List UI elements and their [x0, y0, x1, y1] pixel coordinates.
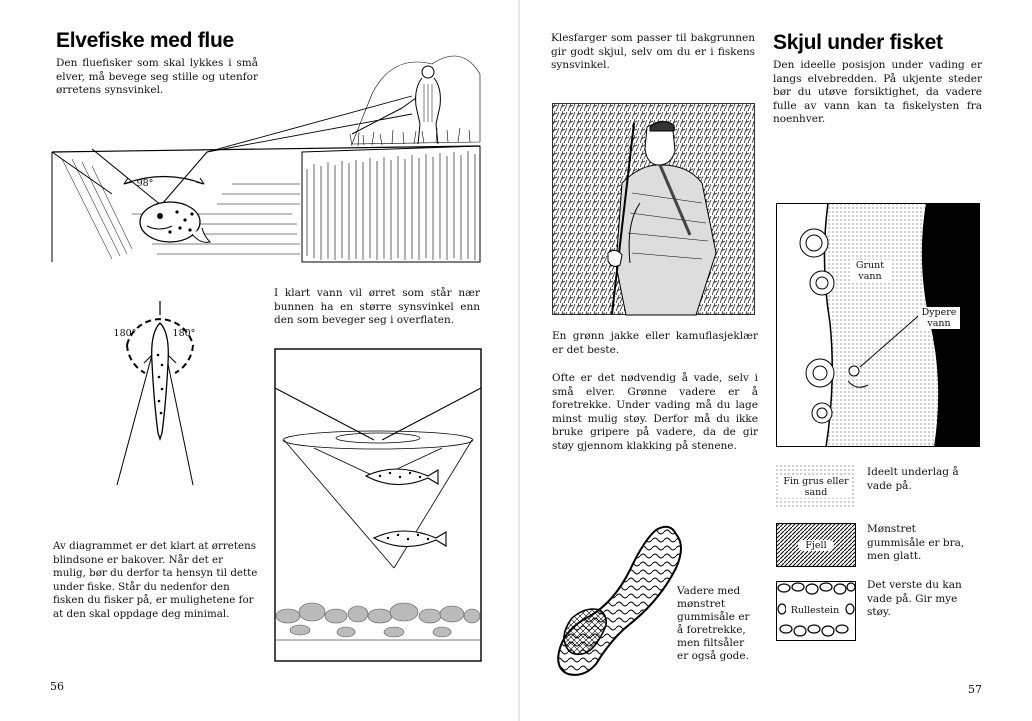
underwater-vision-diagram	[274, 348, 482, 662]
wader-sole-icon	[556, 520, 686, 680]
trout-view-illustration	[52, 34, 482, 262]
legend-label-cobble: Rullestein	[786, 605, 844, 616]
blindzone-text: Av diagrammet er det klart at ørretens blindsone er bakover. Når det er mulig, bør du derfor ta hensyn til dette under fiske. Står du nedenfor den fisken du fisker på, er mulighetene for at den skal oppdage deg minimal.	[53, 540, 258, 620]
angle-180-right-label: 180°	[172, 328, 196, 339]
shallow-water-label: Grunt vann	[850, 260, 890, 282]
right-page	[520, 0, 1032, 721]
sole-text: Vadere med mønstret gummisåle er å foretrekke, men filtsåler er også gode.	[677, 585, 750, 662]
wading-text: Ofte er det nødvendig å vade, selv i små elver. Grønne vadere er å foretrekke. Under vading må du lage minst mulig støy. Derfor må du ikke bruke gripere på vadere, da de gir støy gjennom klakking på stenene.	[552, 372, 758, 452]
trout-head-icon	[140, 202, 210, 242]
trout-topview-diagram	[115, 295, 205, 495]
angler-figure-icon	[352, 66, 440, 144]
jacket-text: En grønn jakke eller kamuflasjeklær er det beste.	[552, 330, 758, 356]
left-page-title: Elvefiske med flue	[56, 29, 234, 52]
camouflage-text: Klesfarger som passer til bakgrunnen gir godt skjul, selv om du er i fiskens synsvinkel.	[551, 32, 755, 71]
legend-label-sand: Fin grus eller sand	[780, 476, 852, 498]
legend-label-rock: Fjell	[798, 540, 834, 551]
legend-desc-sand: Ideelt underlag å vade på.	[867, 466, 959, 492]
angle-98-label: 98°	[136, 178, 154, 189]
page-number-right: 57	[968, 683, 982, 696]
right-intro-text: Den ideelle posisjon under vading er langs elvebredden. På ukjente steder bør du utøve forsiktighet, da vadere fulle av vann kan ta fiskelysten fra noenhver.	[773, 59, 982, 125]
clear-water-text: I klart vann vil ørret som står nær bunnen ha en større synsvinkel enn den som beveger seg i overflaten.	[274, 287, 480, 326]
right-page-title: Skjul under fisket	[773, 31, 943, 54]
deep-water-label: Dypere vann	[918, 307, 960, 329]
page-number-left: 56	[50, 680, 64, 693]
angle-180-left-label: 180°	[113, 328, 137, 339]
legend-desc-rock: Mønstret gummisåle er bra, men glatt.	[867, 523, 965, 562]
left-intro-text: Den fluefisker som skal lykkes i små elver, må bevege seg stille og utenfor ørretens synsvinkel.	[56, 57, 258, 96]
legend-desc-cobble: Det verste du kan vade på. Gir mye støy.	[867, 579, 962, 618]
camouflaged-angler-illustration	[552, 103, 755, 315]
